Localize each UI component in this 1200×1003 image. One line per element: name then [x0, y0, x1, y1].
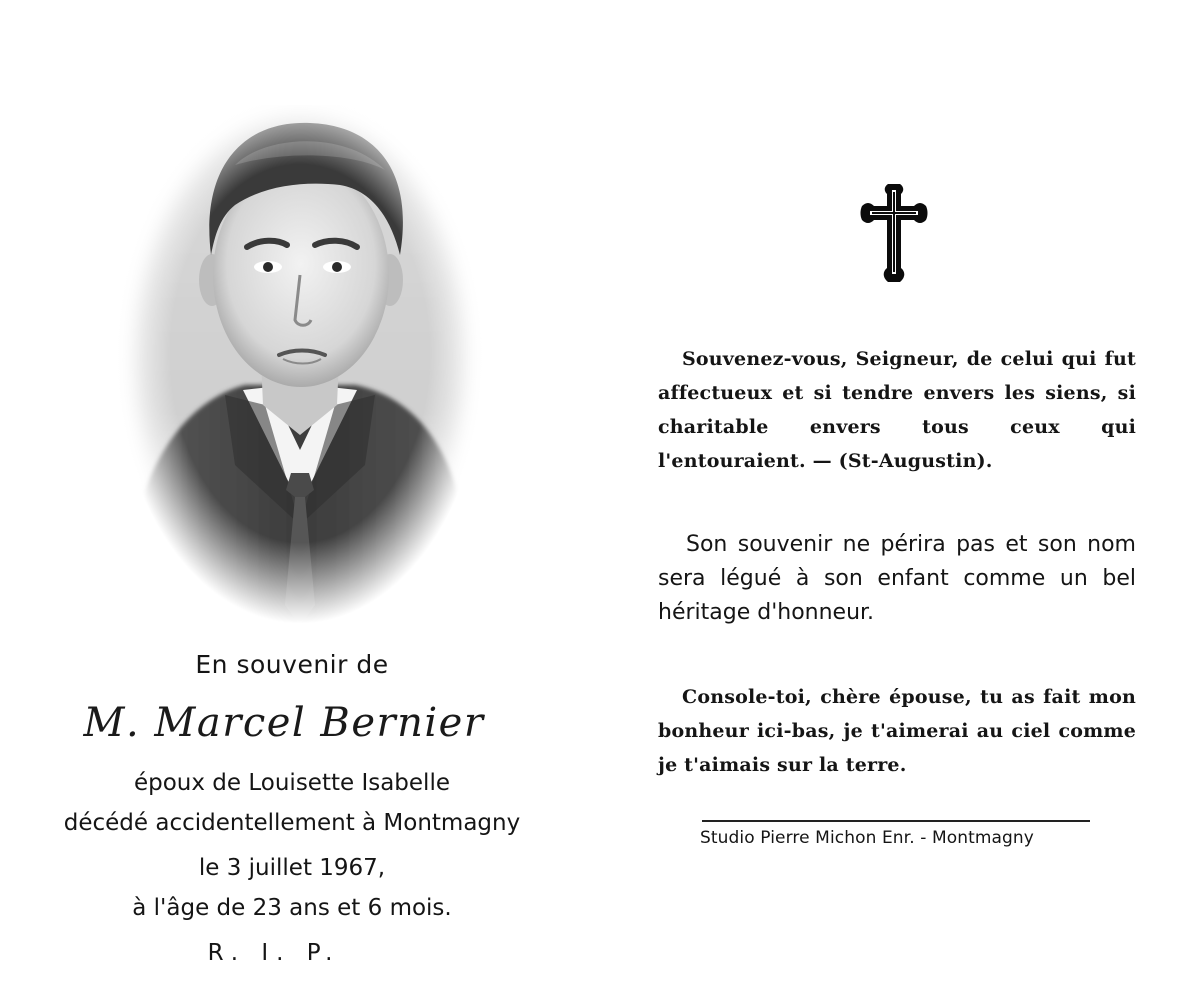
consolation-paragraph: Console-toi, chère épouse, tu as fait mon bonheur ici-bas, je t'aimerai au ciel comme je t'aimais sur la terre.: [658, 686, 1136, 776]
death-circumstance-line: décédé accidentellement à Montmagny: [63, 810, 521, 836]
in-memory-of-label: En souvenir de: [195, 650, 389, 679]
memorial-card-front: [0, 0, 585, 1003]
portrait-photo: [115, 105, 485, 645]
death-date-line: le 3 juillet 1967,: [198, 855, 386, 881]
spouse-line: époux de Louisette Isabelle: [133, 770, 450, 796]
divider-line: [702, 820, 1090, 822]
memorial-card-back: [584, 0, 1200, 1003]
studio-credit: Studio Pierre Michon Enr. - Montmagny: [700, 828, 1034, 848]
rip-label: R. I. P.: [207, 940, 341, 966]
latin-cross-icon: [858, 182, 930, 284]
deceased-name: M. Marcel Bernier: [83, 700, 485, 746]
prayer-paragraph: Souvenez-vous, Seigneur, de celui qui fut affectueux et si tendre envers les siens, si charitable envers tous ceux qui l'entouraient. — (St-Augustin).: [658, 348, 1136, 472]
memory-paragraph: Son souvenir ne périra pas et son nom sera légué à son enfant comme un bel héritage d'honneur.: [658, 532, 1136, 625]
age-line: à l'âge de 23 ans et 6 mois.: [132, 895, 452, 921]
